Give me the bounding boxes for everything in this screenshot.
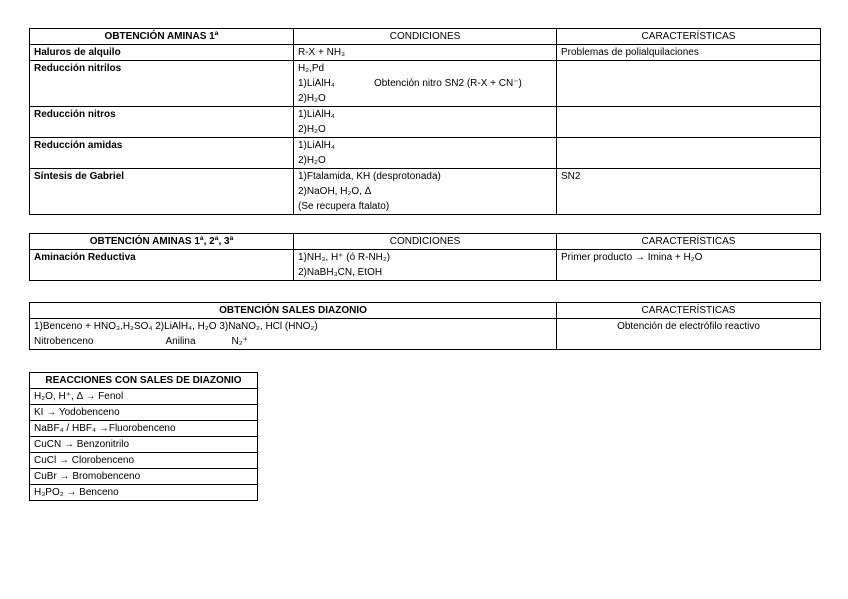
table-header-row	[30, 303, 821, 319]
table-row	[30, 169, 821, 215]
table-row	[30, 107, 821, 138]
row-name: Reducción nitros	[30, 107, 294, 138]
row-conditions	[294, 61, 557, 107]
products-line	[34, 334, 552, 349]
row-features	[557, 61, 821, 107]
header-caracteristicas: CARACTERÍSTICAS	[557, 29, 821, 45]
condition-line: H₂,Pd	[298, 63, 325, 74]
steps-line: 1)Benceno + HNO₃,H₂SO₄ 2)LiAlH₄, H₂O 3)NaNO₂, HCl (HNO₂)	[34, 321, 318, 332]
table-row	[30, 453, 258, 469]
product-anilina: Anilina	[165, 336, 196, 347]
table-row	[30, 469, 258, 485]
row-conditions	[294, 138, 557, 169]
reaction-item: H₂O, H⁺, Δ → Fenol	[30, 389, 258, 405]
table-header-row	[30, 29, 821, 45]
header-reacciones-diazonio: REACCIONES CON SALES DE DIAZONIO	[30, 373, 258, 389]
table-row	[30, 437, 258, 453]
row-features: Obtención de electrófilo reactivo	[557, 319, 821, 350]
condition-line: 1)Ftalamida, KH (desprotonada)	[298, 171, 441, 182]
table-reacciones-diazonio	[29, 372, 258, 501]
table-aminas-1-2-3	[29, 233, 821, 281]
condition-line: 2)H₂O	[298, 124, 326, 135]
condition-line: (Se recupera ftalato)	[298, 201, 390, 212]
header-obtencion-aminas-1: OBTENCIÓN AMINAS 1ª	[30, 29, 294, 45]
table-row	[30, 138, 821, 169]
condition-line: 1)NH₃, H⁺ (ó R-NH₂)	[298, 252, 391, 263]
reaction-item: CuCl → Clorobenceno	[30, 453, 258, 469]
condition-line: R-X + NH₃	[298, 47, 346, 58]
table-row	[30, 485, 258, 501]
row-features: Primer producto → Imina + H₂O	[557, 250, 821, 281]
row-conditions	[294, 45, 557, 61]
row-features: SN2	[557, 169, 821, 215]
row-name: Síntesis de Gabriel	[30, 169, 294, 215]
table-row	[30, 61, 821, 107]
condition-line: 1)LiAlH₄	[298, 78, 335, 89]
header-condiciones: CONDICIONES	[294, 29, 557, 45]
header-obtencion-sales-diazonio: OBTENCIÓN SALES DIAZONIO	[30, 303, 557, 319]
reaction-item: NaBF₄ / HBF₄ →Fluorobenceno	[30, 421, 258, 437]
row-features	[557, 107, 821, 138]
row-name: Reducción nitrilos	[30, 61, 294, 107]
reaction-item: H₃PO₂ → Benceno	[30, 485, 258, 501]
condition-line: 1)LiAlH₄	[298, 109, 335, 120]
diazonio-steps	[30, 319, 557, 350]
header-caracteristicas: CARACTERÍSTICAS	[557, 303, 821, 319]
condition-line: 2)H₂O	[298, 93, 326, 104]
reaction-item: CuCN → Benzonitrilo	[30, 437, 258, 453]
table-header-row	[30, 373, 258, 389]
row-conditions	[294, 107, 557, 138]
row-name: Reducción amidas	[30, 138, 294, 169]
row-features: Problemas de polialquilaciones	[557, 45, 821, 61]
row-name: Haluros de alquilo	[30, 45, 294, 61]
table-row	[30, 405, 258, 421]
reaction-item: KI → Yodobenceno	[30, 405, 258, 421]
product-nitrobenceno: Nitrobenceno	[34, 336, 94, 347]
nitrile-note: Obtención nitro SN2 (R-X + CN⁻)	[374, 78, 522, 89]
table-row	[30, 250, 821, 281]
table-aminas-primarias	[29, 28, 821, 215]
condition-line: 2)NaBH₃CN, EtOH	[298, 267, 383, 278]
table-header-row	[30, 234, 821, 250]
table-row	[30, 421, 258, 437]
row-features	[557, 138, 821, 169]
table-sales-diazonio	[29, 302, 821, 350]
row-conditions	[294, 169, 557, 215]
condition-line: 2)NaOH, H₂O, Δ	[298, 186, 372, 197]
table-row	[30, 45, 821, 61]
product-diazonio: N₂⁺	[231, 336, 248, 347]
condition-line: 1)LiAlH₄	[298, 140, 335, 151]
header-obtencion-aminas-123: OBTENCIÓN AMINAS 1ª, 2ª, 3ª	[30, 234, 294, 250]
condition-line: 2)H₂O	[298, 155, 326, 166]
table-row	[30, 319, 821, 350]
header-condiciones: CONDICIONES	[294, 234, 557, 250]
row-conditions	[294, 250, 557, 281]
row-name: Aminación Reductiva	[30, 250, 294, 281]
reaction-item: CuBr → Bromobenceno	[30, 469, 258, 485]
header-caracteristicas: CARACTERÍSTICAS	[557, 234, 821, 250]
table-row	[30, 389, 258, 405]
